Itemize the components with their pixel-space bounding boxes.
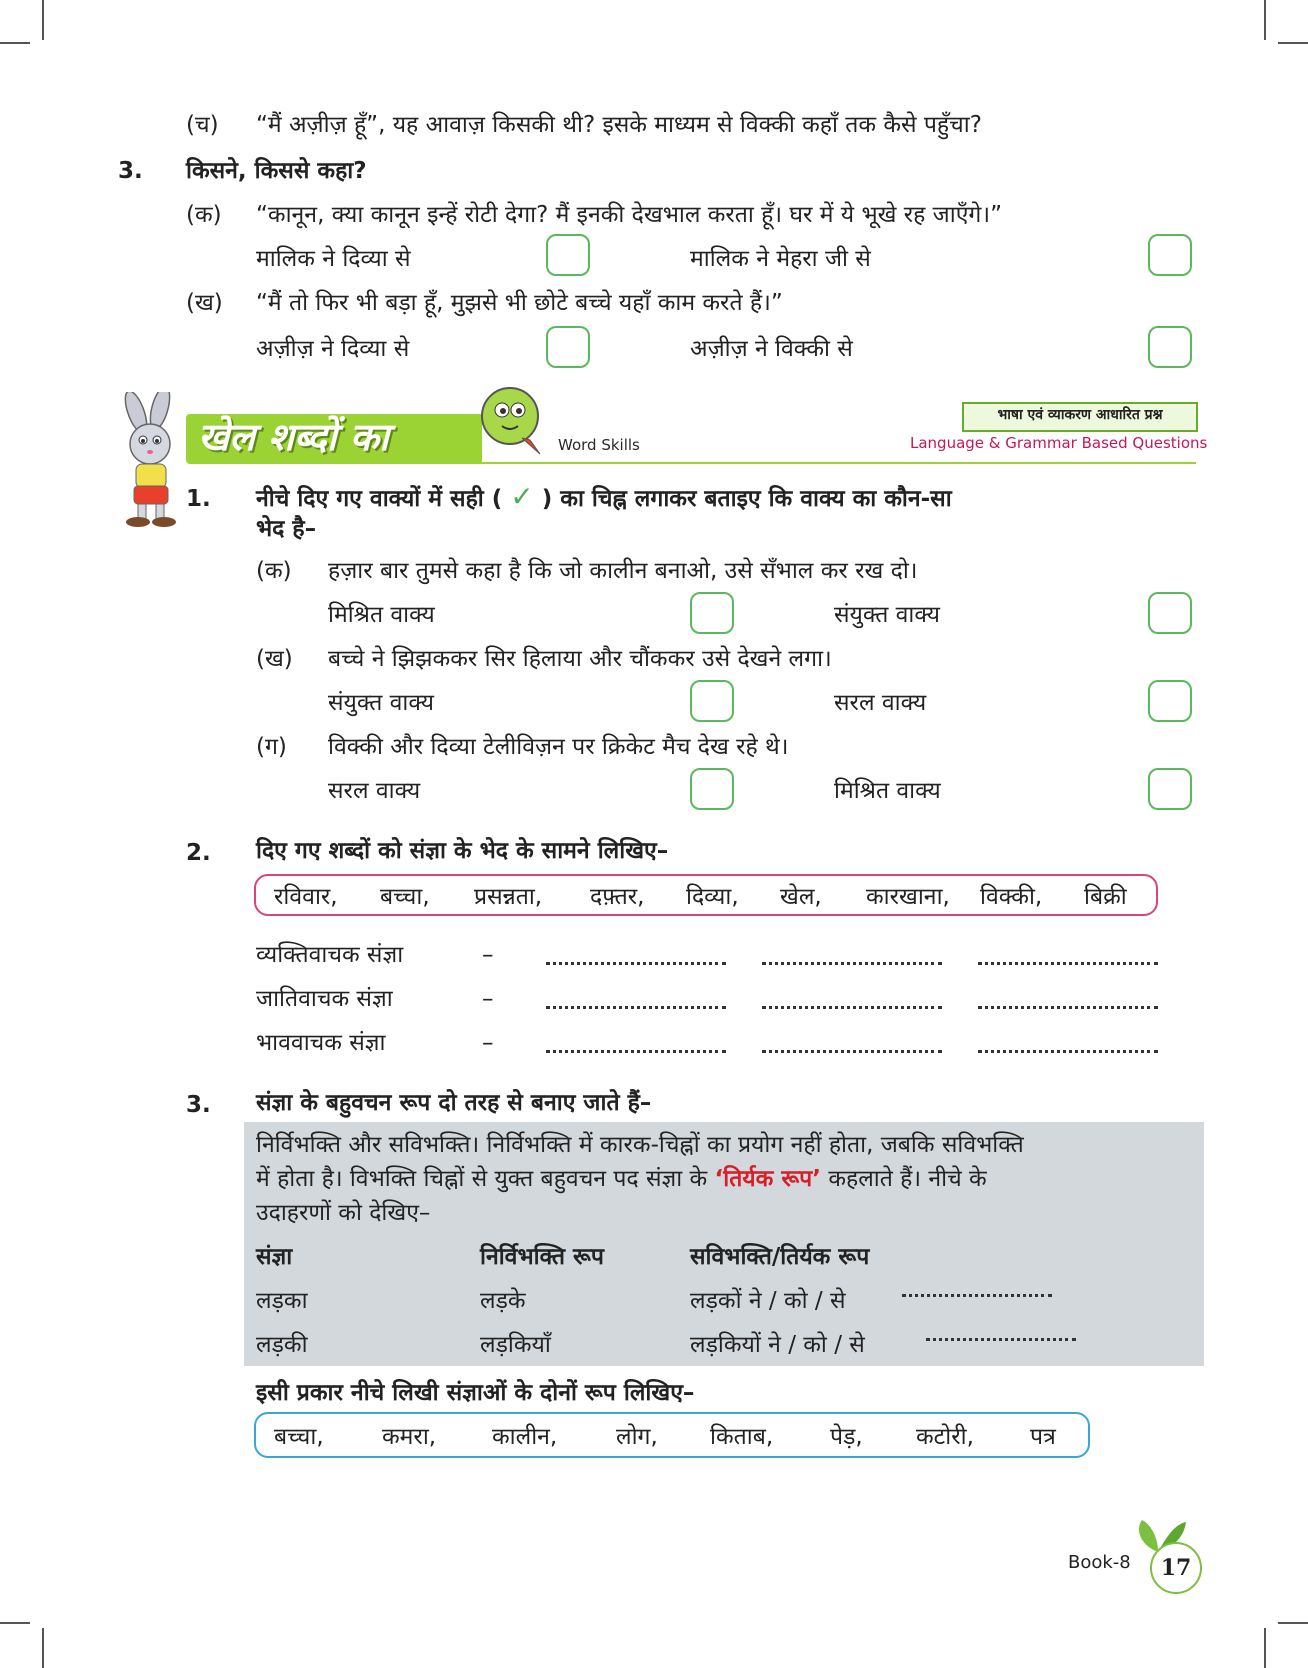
noun-type-label: व्यक्तिवाचक संज्ञा [256,942,404,968]
answer-checkbox[interactable] [690,592,734,634]
word-bank-item: रविवार, [274,884,338,910]
answer-blank[interactable] [762,1006,942,1009]
paragraph-part: कहलाते हैं। नीचे के [828,1166,987,1192]
table-cell: लड़के [480,1288,526,1314]
answer-checkbox[interactable] [1148,326,1192,368]
dash: – [482,1030,494,1056]
option-label: अज़ीज़ ने दिव्या से [256,336,410,362]
banner-subtitle: Word Skills [558,436,640,454]
question-number: 1. [186,486,211,512]
item-marker: (क) [186,202,222,228]
title-part: ) का चिह्न लगाकर बताइए कि वाक्य का कौन-सा [541,486,952,512]
answer-checkbox[interactable] [546,326,590,368]
pencil-mascot-icon [478,384,548,458]
answer-checkbox[interactable] [690,768,734,810]
answer-blank[interactable] [978,1050,1158,1053]
question-title-line2: भेद है– [256,516,317,542]
sentence-text: हज़ार बार तुमसे कहा है कि जो कालीन बनाओ, उसे सँभाल कर रख दो। [328,558,918,584]
crop-mark [1278,1622,1308,1624]
banner-underline [482,462,1196,464]
banner-title: खेल शब्दों का [198,415,389,459]
crop-mark [0,1622,30,1624]
page-number-badge [1150,1542,1202,1594]
word-bank-item: कमरा, [382,1424,437,1450]
answer-checkbox[interactable] [1148,234,1192,276]
answer-blank[interactable] [762,1050,942,1053]
option-label: मालिक ने दिव्या से [256,246,411,272]
quote-text: “कानून, क्या कानून इन्हें रोटी देगा? मैं इनकी देखभाल करता हूँ। घर में ये भूखे रह जाएँगे।” [256,202,1002,228]
word-bank-item: बिक्री [1084,884,1127,910]
answer-blank[interactable] [546,962,726,965]
item-marker: (ख) [256,646,293,672]
crop-mark [42,1628,44,1668]
word-bank [254,874,1158,916]
crop-mark [0,42,30,44]
table-header: सविभक्ति/तिर्यक रूप [690,1244,870,1270]
item-marker: (ग) [256,734,287,760]
table-cell: लड़की [256,1332,308,1358]
word-bank [254,1412,1090,1458]
dash: – [482,942,494,968]
item-marker: (ख) [186,290,223,316]
option-label: सरल वाक्य [328,778,421,804]
option-label: अज़ीज़ ने विक्की से [690,336,853,362]
option-label: सरल वाक्य [834,690,927,716]
answer-blank[interactable] [546,1050,726,1053]
noun-type-label: भाववाचक संज्ञा [256,1030,386,1056]
answer-checkbox[interactable] [690,680,734,722]
crop-mark [1264,1628,1266,1668]
question-number: 3. [186,1092,211,1118]
crop-mark [1278,42,1308,44]
crop-mark [42,0,44,40]
table-cell: लड़कियों ने / को / से [690,1332,865,1358]
check-icon: ✓ [510,480,534,513]
word-bank-item: खेल, [780,884,822,910]
paragraph-part: में होता है। विभक्ति चिह्नों से युक्त बहुवचन पद संज्ञा के [256,1166,708,1192]
question-number: 3. [118,158,143,184]
answer-checkbox[interactable] [1148,680,1192,722]
question-title: किसने, किससे कहा? [186,158,367,184]
answer-checkbox[interactable] [1148,768,1192,810]
page-number: 17 [1160,1555,1192,1581]
table-cell: लड़कियाँ [480,1332,551,1358]
question-title: संज्ञा के बहुवचन रूप दो तरह से बनाए जाते हैं– [256,1090,652,1116]
noun-type-label: जातिवाचक संज्ञा [256,986,393,1012]
book-label: Book-8 [1068,1552,1131,1573]
word-bank-item: विक्की, [980,884,1043,910]
answer-blank[interactable] [762,962,942,965]
option-label: मिश्रित वाक्य [834,778,941,804]
paragraph-line [256,1164,987,1194]
answer-blank[interactable] [978,962,1158,965]
word-bank-item: कारखाना, [866,884,950,910]
dash: – [482,986,494,1012]
question-title [256,482,952,514]
sentence-text: विक्की और दिव्या टेलीविज़न पर क्रिकेट मैच देख रहे थे। [328,734,789,760]
question-title: दिए गए शब्दों को संज्ञा के भेद के सामने लिखिए– [256,838,669,864]
title-part: नीचे दिए गए वाक्यों में सही ( [256,486,503,512]
question-marker: (च) [186,112,219,138]
word-bank-item: प्रसन्नता, [474,884,543,910]
answer-checkbox[interactable] [1148,592,1192,634]
quote-text: “मैं तो फिर भी बड़ा हूँ, मुझसे भी छोटे बच्चे यहाँ काम करते हैं।” [256,290,783,316]
option-label: मिश्रित वाक्य [328,602,435,628]
answer-blank[interactable] [546,1006,726,1009]
section-tag: भाषा एवं व्याकरण आधारित प्रश्न [962,402,1198,432]
table-header: निर्विभक्ति रूप [480,1244,604,1270]
rabbit-mascot-icon [108,392,194,530]
option-label: संयुक्त वाक्य [834,602,941,628]
table-header: संज्ञा [256,1244,293,1270]
word-bank-item: पत्र [1030,1424,1056,1450]
answer-checkbox[interactable] [546,234,590,276]
answer-blank[interactable] [902,1294,1052,1297]
word-bank-item: पेड़, [830,1424,863,1450]
crop-mark [1264,0,1266,40]
section-tag-english: Language & Grammar Based Questions [910,434,1208,452]
word-bank-item: किताब, [710,1424,774,1450]
paragraph-line: उदाहरणों को देखिए– [256,1200,431,1226]
word-bank-item: कटोरी, [916,1424,974,1450]
paragraph-line: निर्विभक्ति और सविभक्ति। निर्विभक्ति में कारक-चिह्नों का प्रयोग नहीं होता, जबकि सविभक्ति [256,1132,1024,1158]
option-label: मालिक ने मेहरा जी से [690,246,871,272]
table-cell: लड़का [256,1288,308,1314]
question-text: “मैं अज़ीज़ हूँ”, यह आवाज़ किसकी थी? इसके माध्यम से विक्की कहाँ तक कैसे पहुँचा? [256,112,982,138]
sentence-text: बच्चे ने झिझककर सिर हिलाया और चौंककर उसे देखने लगा। [328,646,832,672]
word-bank-item: कालीन, [492,1424,558,1450]
word-bank-item: दफ़्तर, [590,884,645,910]
word-bank-item: बच्चा, [380,884,430,910]
item-marker: (क) [256,558,292,584]
word-bank-item: बच्चा, [274,1424,324,1450]
table-cell: लड़कों ने / को / से [690,1288,846,1314]
highlight-term: ‘तिर्यक रूप’ [714,1166,821,1192]
word-bank-item: लोग, [616,1424,658,1450]
option-label: संयुक्त वाक्य [328,690,435,716]
instruction-text: इसी प्रकार नीचे लिखी संज्ञाओं के दोनों रूप लिखिए– [256,1380,695,1406]
word-bank-item: दिव्या, [686,884,739,910]
answer-blank[interactable] [926,1338,1076,1341]
question-number: 2. [186,840,211,866]
answer-blank[interactable] [978,1006,1158,1009]
